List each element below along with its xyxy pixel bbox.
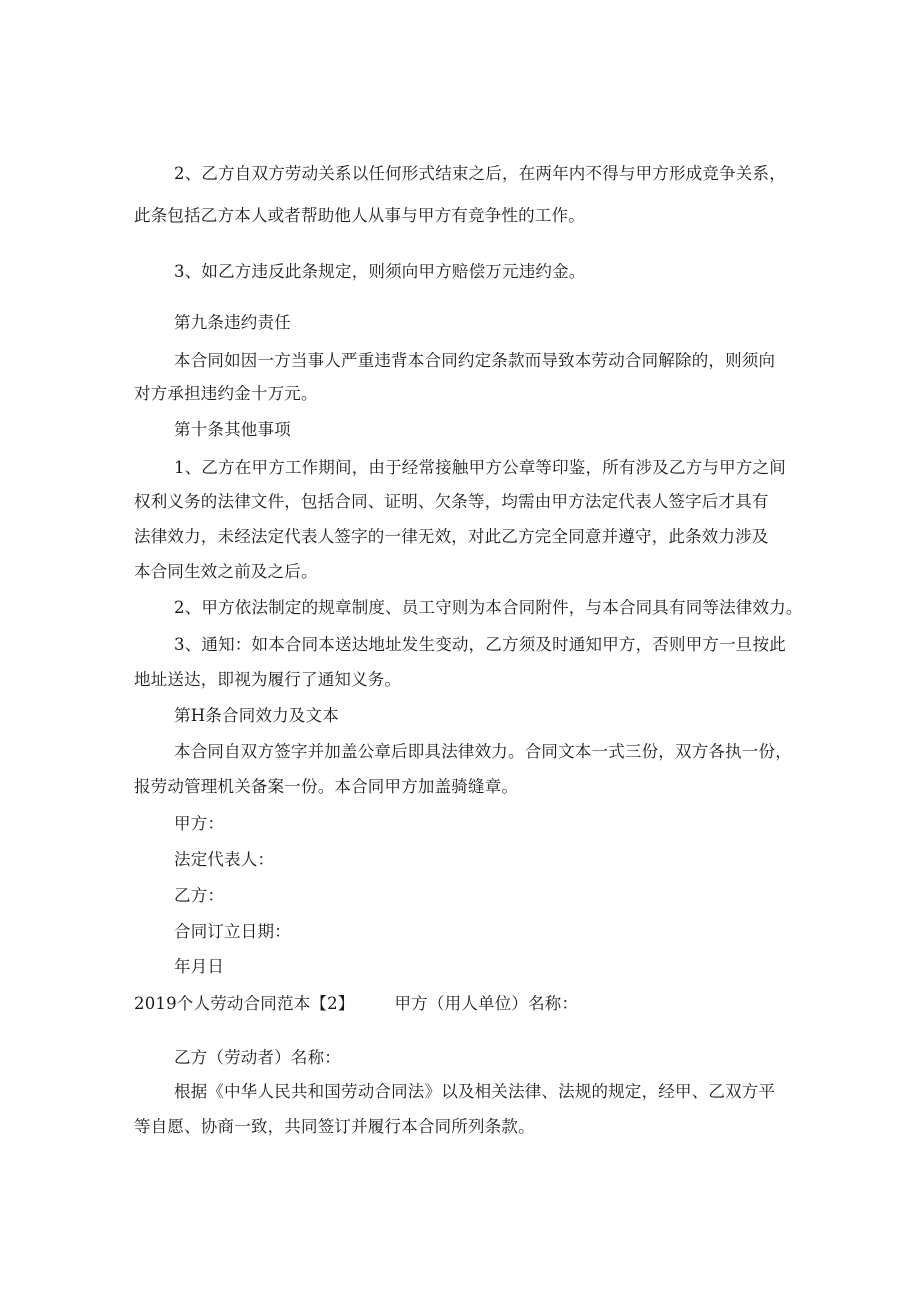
template-title-row bbox=[134, 990, 578, 1014]
clause-line: 地址送达，即视为履行了通知义务。 bbox=[134, 670, 402, 689]
employer-name-label: 甲方（用人单位）名称： bbox=[394, 994, 579, 1013]
template-title: 2019个人劳动合同范本【2】 bbox=[134, 994, 355, 1013]
employee-name-label: 乙方（劳动者）名称： bbox=[174, 1048, 341, 1067]
signature-date-label: 合同订立日期： bbox=[174, 922, 291, 941]
clause-line: 权利义务的法律文件，包括合同、证明、欠条等，均需由甲方法定代表人签字后才具有 bbox=[134, 492, 769, 511]
signature-legal-rep: 法定代表人： bbox=[174, 850, 275, 869]
clause-line: 3、如乙方违反此条规定，则须向甲方赔偿万元违约金。 bbox=[174, 262, 586, 281]
paragraph-line: 报劳动管理机关备案一份。本合同甲方加盖骑缝章。 bbox=[134, 777, 519, 796]
paragraph-line: 对方承担违约金十万元。 bbox=[134, 384, 318, 403]
signature-party-a: 甲方： bbox=[174, 814, 225, 833]
clause-line: 2、甲方依法制定的规章制度、员工守则为本合同附件，与本合同具有同等法律效力。 bbox=[174, 598, 803, 617]
clause-line: 本合同生效之前及之后。 bbox=[134, 562, 318, 581]
signature-date-value: 年月日 bbox=[174, 957, 225, 976]
clause-line: 2、乙方自双方劳动关系以任何形式结束之后，在两年内不得与甲方形成竞争关系， bbox=[174, 164, 786, 183]
clause-line: 法律效力，未经法定代表人签字的一律无效，对此乙方完全同意并遵守，此条效力涉及 bbox=[134, 527, 769, 546]
preamble-line: 等自愿、协商一致，共同签订并履行本合同所列条款。 bbox=[134, 1117, 535, 1136]
section-heading: 第十条其他事项 bbox=[174, 420, 291, 439]
paragraph-line: 本合同如因一方当事人严重违背本合同约定条款而导致本劳动合同解除的，则须向 bbox=[174, 351, 776, 370]
signature-party-b: 乙方： bbox=[174, 886, 225, 905]
clause-line: 此条包括乙方本人或者帮助他人从事与甲方有竞争性的工作。 bbox=[134, 206, 585, 225]
preamble-line: 根据《中华人民共和国劳动合同法》以及相关法律、法规的规定，经甲、乙双方平 bbox=[174, 1082, 776, 1101]
section-heading: 第H条合同效力及文本 bbox=[174, 706, 339, 725]
paragraph-line: 本合同自双方签字并加盖公章后即具法律效力。合同文本一式三份，双方各执一份， bbox=[174, 742, 792, 761]
clause-line: 3、通知：如本合同本送达地址发生变动，乙方须及时通知甲方，否则甲方一旦按此 bbox=[174, 635, 786, 654]
section-heading: 第九条违约责任 bbox=[174, 313, 291, 332]
clause-line: 1、乙方在甲方工作期间，由于经常接触甲方公章等印鉴，所有涉及乙方与甲方之间 bbox=[174, 458, 786, 477]
